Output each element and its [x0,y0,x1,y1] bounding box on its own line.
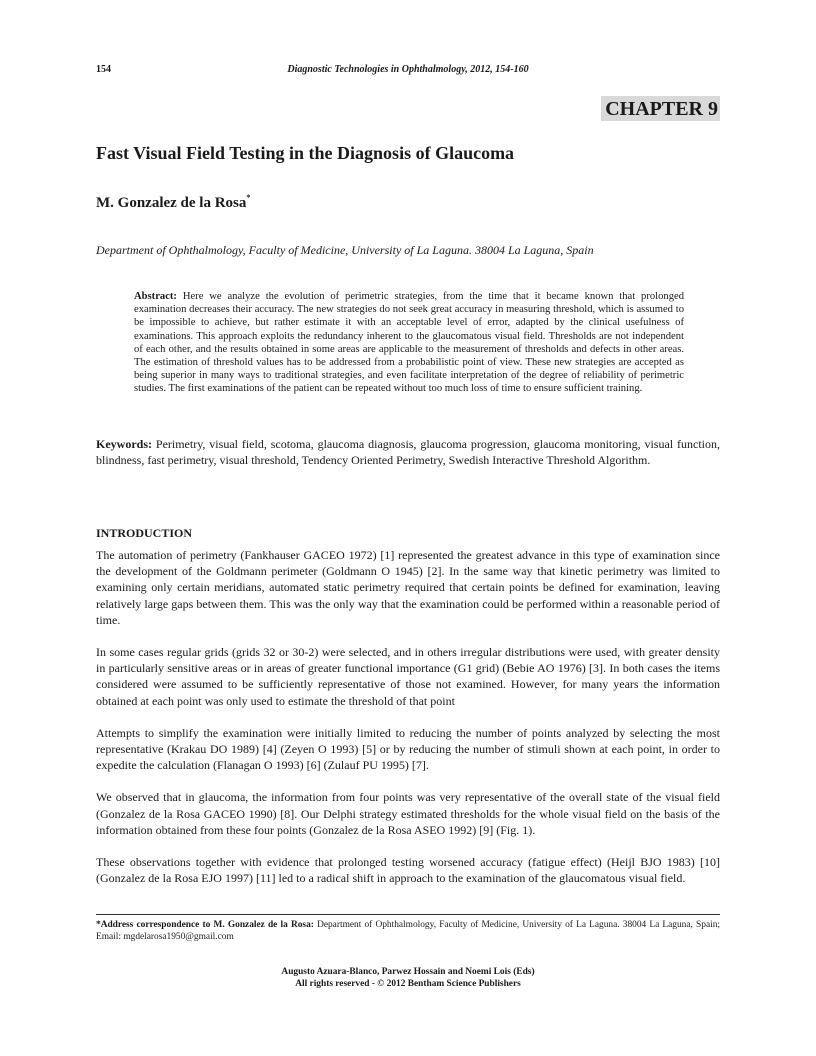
correspondence-footnote [96,919,720,944]
author-footnote-mark: * [246,193,251,202]
affiliation: Department of Ophthalmology, Faculty of Medicine, University of La Laguna. 38004 La Laguna, Spain [96,243,594,257]
keywords-label: Keywords: [96,437,152,451]
abstract [134,290,684,396]
footnote-divider [96,914,720,915]
article-title: Fast Visual Field Testing in the Diagnosis of Glaucoma [96,143,515,163]
rights-line: All rights reserved - © 2012 Bentham Science Publishers [295,979,521,990]
chapter-label: CHAPTER 9 [601,96,720,121]
author-name: M. Gonzalez de la Rosa [96,195,247,211]
editors-line: Augusto Azuara-Blanco, Parwez Hossain and Noemi Lois (Eds) [281,967,535,977]
footnote-label: *Address correspondence to M. Gonzalez de la Rosa: [96,920,314,930]
paragraph: These observations together with evidence that prolonged testing worsened accuracy (fatigue effect) (Heijl BJO 1983) [10] (Gonzalez de la Rosa EJO 1997) [11] led to a radical shift in approach to the examination of the glaucomatous visual field. [96,855,720,886]
paragraph: In some cases regular grids (grids 32 or 30-2) were selected, and in others irregular distributions were used, with greater density in particularly sensitive areas or in areas of greater functional importance (G1 grid) (Bebie AO 1976) [3]. In both cases the items considered were assumed to be sufficiently representative of those not examined. However, for many years the information obtained at each point was only used to estimate the threshold of that point [96,645,720,708]
abstract-label: Abstract: [134,291,177,302]
paragraph: We observed that in glaucoma, the information from four points was very representative of the overall state of the visual field (Gonzalez de la Rosa GACEO 1990) [8]. Our Delphi strategy estimated thresholds for the whole visual field on the basis of the information obtained from these four points (Gonzalez de la Rosa ASEO 1992) [9] (Fig. 1). [96,790,720,837]
page-number: 154 [96,64,111,75]
section-heading-introduction: INTRODUCTION [96,526,193,540]
paragraph: The automation of perimetry (Fankhauser GACEO 1972) [1] represented the greatest advance in this type of examination since the development of the Goldmann perimeter (Goldmann O 1945) [2]. In the same way that kinetic perimetry was limited to examining only certain meridians, automated static perimetry required that certain points be defined for examination, leaving relatively large gaps between them. This was the only way that the examination could be performed within a reasonable period of time. [96,548,720,627]
paragraph: Attempts to simplify the examination were initially limited to reducing the number of points analyzed by selecting the most representative (Krakau DO 1989) [4] (Zeyen O 1993) [5] or by reducing the number of stimuli shown at each point, in order to expedite the calculation (Flanagan O 1993) [6] (Zulauf PU 1995) [7]. [96,725,720,773]
footnote-text: Department of Ophthalmology, Faculty of Medicine, University of La Laguna. 38004 La Laguna, Spain; Email: mgdelarosa1950@gmail.com [96,920,721,943]
running-header [96,64,720,80]
publisher-footer [96,966,720,991]
keywords [96,436,720,468]
abstract-text: Here we analyze the evolution of perimetric strategies, from the time that it became known that prolonged examination decreases their accuracy. The new strategies do not seek great accuracy in measuring threshold, which is assumed to be impossible to achieve, but rather estimate it with an acceptable level of error, adapted by the clinical usefulness of examinations. This approach exploits the redundancy inherent to the glaucomatous visual field. Thresholds are not independent of each other, and the results obtained in some areas are applicable to the measurement of thresholds and defects in other areas. The estimation of threshold values has to be addressed from a probabilistic point of view. These new strategies are accepted as being superior in many ways to traditional strategies, and even facilitate interpretation of the degree of reliability of perimetric studies. The first examinations of the patient can be repeated without too much loss of time to ensure sufficient training. [134,291,685,395]
journal-citation: Diagnostic Technologies in Ophthalmology, 2012, 154-160 [287,64,529,75]
author-line [96,193,250,212]
keywords-text: Perimetry, visual field, scotoma, glaucoma diagnosis, glaucoma progression, glaucoma monitoring, visual function, blindness, fast perimetry, visual threshold, Tendency Oriented Perimetry, Swedish Interactive Threshold Algorithm. [96,437,721,468]
introduction-body [96,547,720,902]
